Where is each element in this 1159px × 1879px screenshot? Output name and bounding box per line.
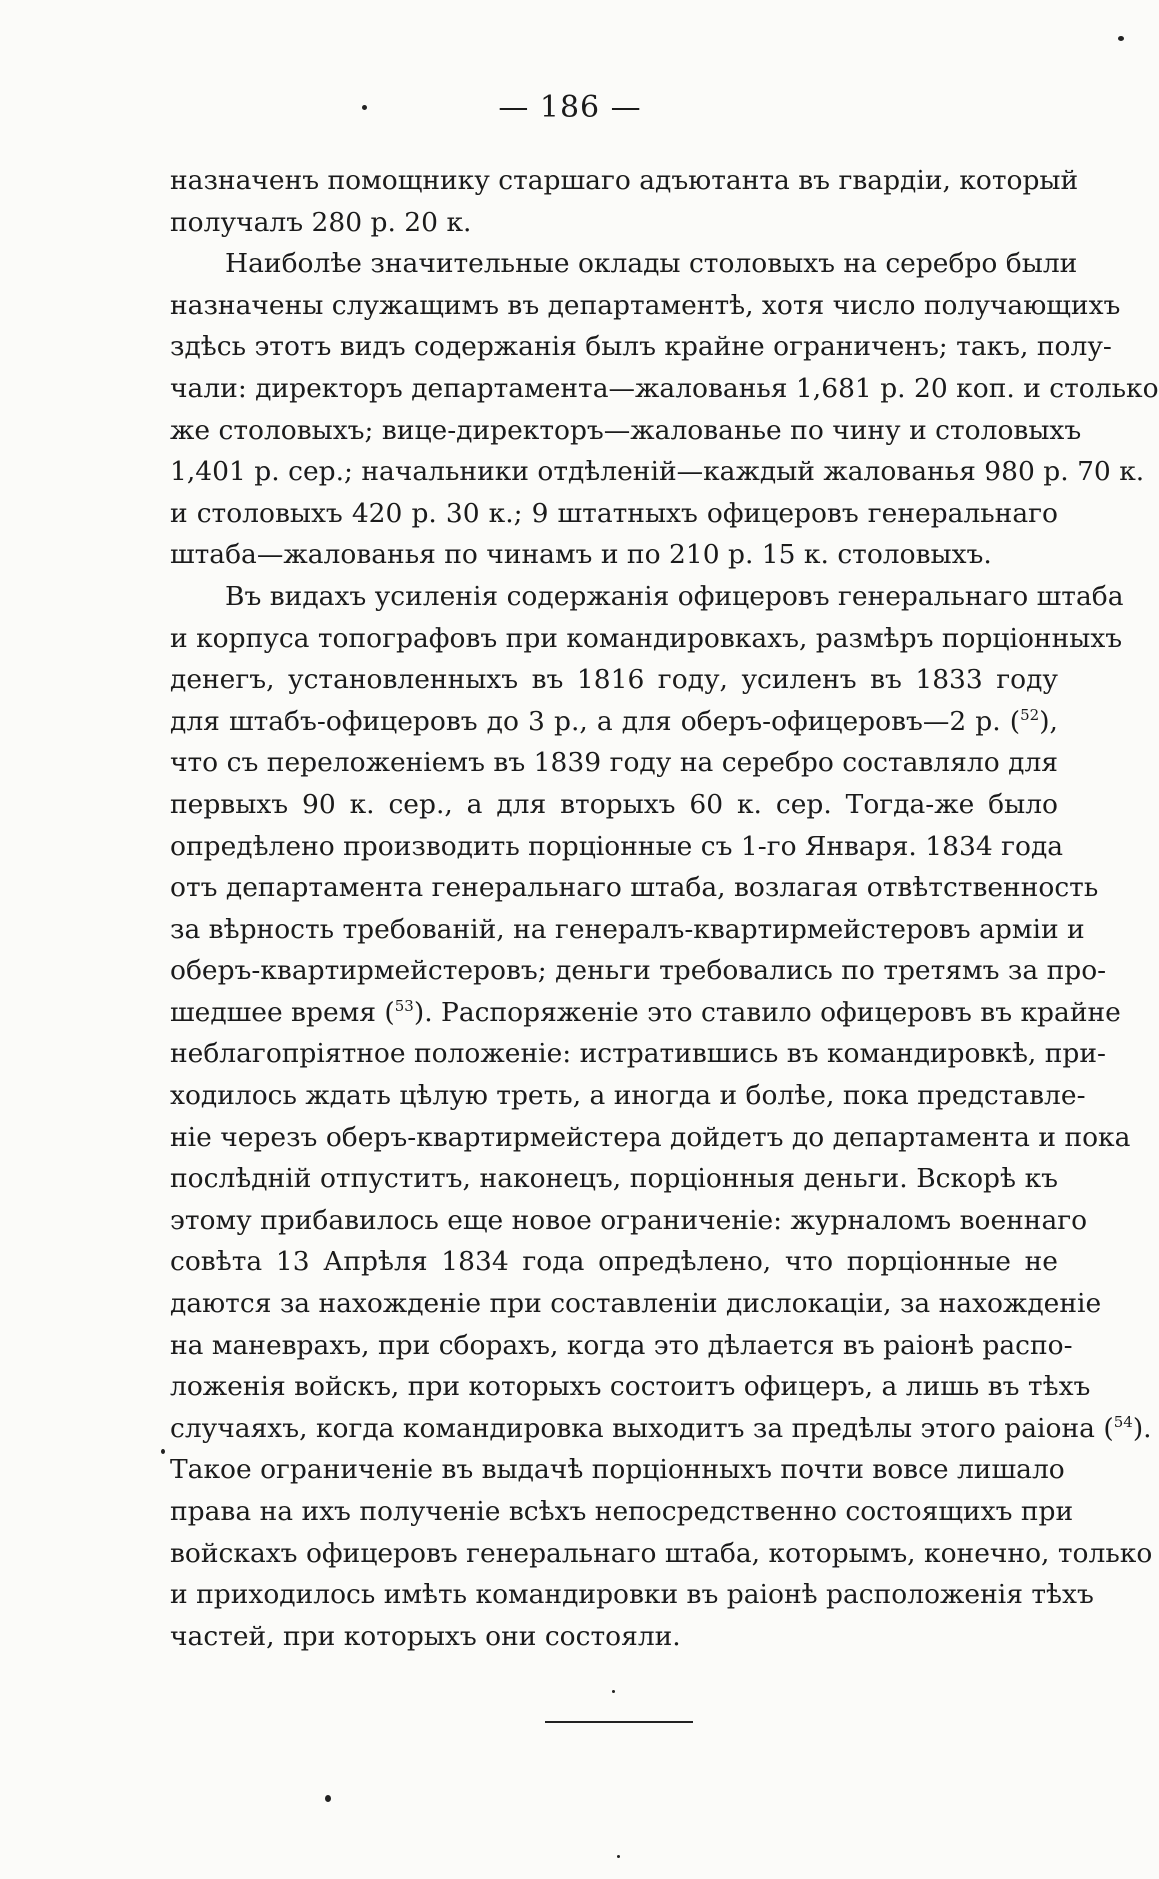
text-line: 1,401 р. сер.; начальники отдѣленій—каждый жалованья 980 р. 70 к. — [170, 456, 1145, 488]
text-line: войскахъ офицеровъ генеральнаго штаба, которымъ, конечно, только — [170, 1537, 1153, 1569]
scan-speck — [325, 1795, 331, 1802]
text-line: здѣсь этотъ видъ содержанія былъ крайне ограниченъ; такъ, полу- — [170, 331, 1112, 363]
scan-speck — [612, 1690, 615, 1693]
footnote-ref[interactable]: ($^{54}$) — [1103, 1412, 1144, 1444]
text-line: неблагопріятное положеніе: истратившись въ командировкѣ, при- — [170, 1038, 1107, 1070]
text-line: для штабъ-офицеровъ до 3 р., а для оберъ-офицеровъ—2 р. ($^{52}$), — [170, 705, 1058, 737]
text-line: оберъ-квартирмейстеровъ; деньги требовались по третямъ за про- — [170, 955, 1107, 987]
text-line: Наиболѣе значительные оклады столовыхъ на серебро были — [225, 248, 1078, 280]
page-number: — 186 — — [498, 90, 642, 125]
text-line: штаба—жалованья по чинамъ и по 210 р. 15 к. столовыхъ. — [170, 539, 992, 571]
text-line: ходилось ждать цѣлую треть, а иногда и болѣе, пока представле- — [170, 1080, 1086, 1112]
text-line: за вѣрность требованій, на генералъ-квартирмейстеровъ арміи и — [170, 913, 1085, 945]
text-line: случаяхъ, когда командировка выходитъ за предѣлы этого раіона ($^{54}$). — [170, 1412, 1152, 1444]
text-line: Такое ограниченіе въ выдачѣ порціонныхъ почти вовсе лишало — [170, 1454, 1065, 1486]
scan-speck — [1118, 36, 1124, 41]
text-line: шедшее время ($^{53}$). Распоряженіе это ставило офицеровъ въ крайне — [170, 996, 1121, 1028]
text-line: Въ видахъ усиленія содержанія офицеровъ генеральнаго штаба — [225, 580, 1124, 612]
scan-speck — [362, 105, 367, 110]
text-line: чали: директоръ департамента—жалованья 1,681 р. 20 коп. и столько — [170, 372, 1159, 404]
text-line: что съ переложеніемъ въ 1839 году на серебро составляло для — [170, 747, 1058, 779]
body-text — [170, 160, 1159, 1657]
text-line: совѣта 13 Апрѣля 1834 года опредѣлено, что порціонные не — [170, 1246, 1058, 1278]
footnote-ref[interactable]: ($^{52}$), — [1009, 705, 1058, 737]
text-line: и приходилось имѣть командировки въ раіонѣ расположенія тѣхъ — [170, 1579, 1094, 1611]
text-line: этому прибавилось еще новое ограниченіе: журналомъ военнаго — [170, 1204, 1088, 1236]
text-line: частей, при которыхъ они состояли. — [170, 1620, 681, 1652]
text-line: ложенія войскъ, при которыхъ состоитъ офицеръ, а лишь въ тѣхъ — [170, 1371, 1091, 1403]
text-line: послѣдній отпуститъ, наконецъ, порціонныя деньги. Вскорѣ къ — [170, 1163, 1058, 1195]
text-line: и корпуса топографовъ при командировкахъ, размѣръ порціонныхъ — [170, 622, 1123, 654]
text-line: даются за нахожденіе при составленіи дислокаціи, за нахожденіе — [170, 1288, 1102, 1320]
text-line: первыхъ 90 к. сер., а для вторыхъ 60 к. сер. Тогда-же было — [170, 788, 1058, 820]
section-divider — [545, 1721, 693, 1723]
text-line: и столовыхъ 420 р. 30 к.; 9 штатныхъ офицеровъ генеральнаго — [170, 497, 1058, 529]
text-line: ніе черезъ оберъ-квартирмейстера дойдетъ до департамента и пока — [170, 1121, 1131, 1153]
text-line: отъ департамента генеральнаго штаба, возлагая отвѣтственность — [170, 872, 1099, 904]
text-line: на маневрахъ, при сборахъ, когда это дѣлается въ раіонѣ распо- — [170, 1329, 1073, 1361]
text-line: получалъ 280 р. 20 к. — [170, 206, 472, 238]
text-line: права на ихъ полученіе всѣхъ непосредственно состоящихъ при — [170, 1496, 1074, 1527]
text-line: денегъ, установленныхъ въ 1816 году, усиленъ въ 1833 году — [170, 664, 1058, 696]
footnote-ref[interactable]: ($^{53}$) — [384, 996, 425, 1028]
text-line: назначены служащимъ въ департаментѣ, хотя число получающихъ — [170, 289, 1121, 321]
text-line: же столовыхъ; вице-директоръ—жалованье по чину и столовыхъ — [170, 414, 1082, 446]
scan-speck — [617, 1855, 620, 1858]
scan-speck — [161, 1449, 165, 1454]
text-line: назначенъ помощнику старшаго адъютанта въ гвардіи, который — [170, 165, 1079, 196]
text-line: опредѣлено производить порціонные съ 1-го Января. 1834 года — [170, 830, 1064, 862]
